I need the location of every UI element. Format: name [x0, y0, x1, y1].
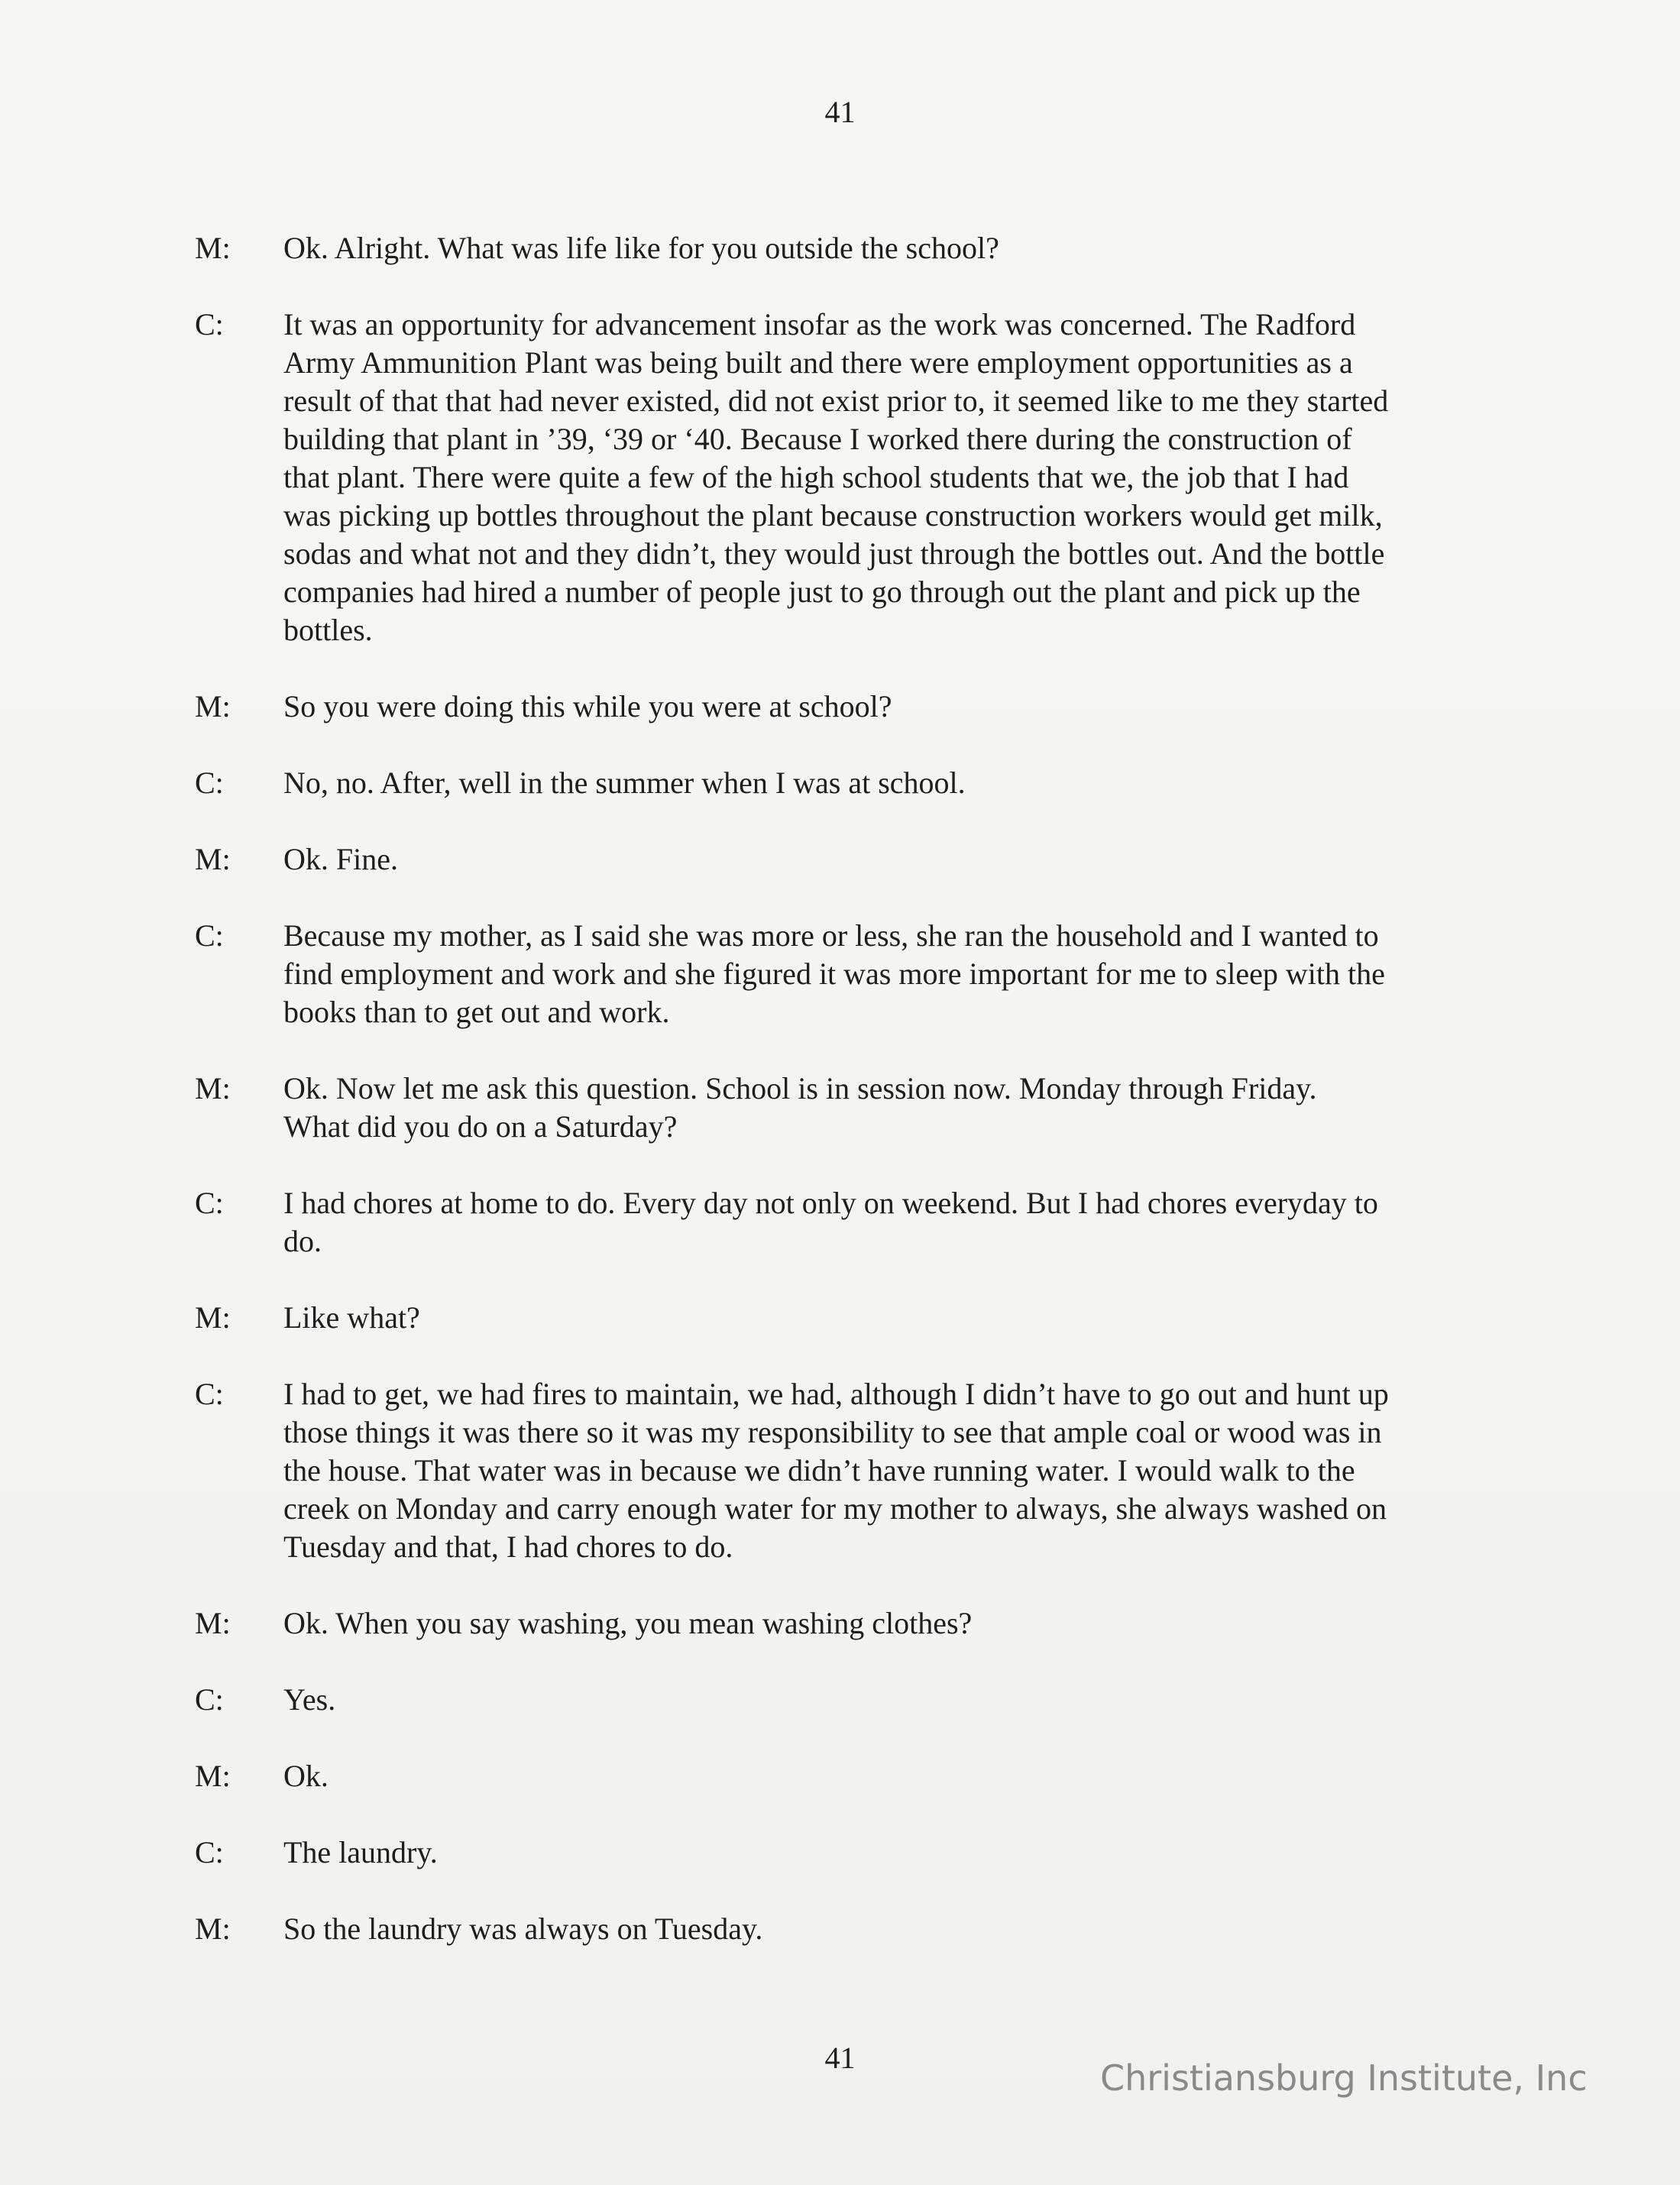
utterance-line: So the laundry was always on Tuesday. — [283, 1911, 763, 1946]
utterance-text — [283, 1681, 1506, 1719]
utterance-line: bottles. — [283, 613, 373, 647]
utterance-line: Ok. — [283, 1759, 329, 1793]
utterance-line: sodas and what not and they didn’t, they would just through the bottles out. And the bottle — [283, 536, 1385, 571]
speaker-label: C: — [195, 918, 224, 953]
utterance-text — [283, 1604, 1506, 1643]
utterance-text — [283, 1757, 1506, 1795]
speaker-label: C: — [195, 307, 224, 342]
utterance-line: The laundry. — [283, 1835, 438, 1869]
utterance-text — [283, 764, 1506, 802]
utterance-text — [283, 840, 1506, 879]
watermark: Christiansburg Institute, Inc — [1100, 2057, 1588, 2099]
utterance-text — [283, 1834, 1506, 1872]
speaker-label: M: — [195, 1300, 231, 1335]
utterance-line: those things it was there so it was my responsibility to see that ample coal or wood was in — [283, 1415, 1382, 1449]
utterance-text — [283, 688, 1506, 726]
utterance-line: companies had hired a number of people just to go through out the plant and pick up the — [283, 575, 1361, 609]
speaker-label: M: — [195, 1606, 231, 1640]
utterance-line: Yes. — [283, 1682, 336, 1717]
speaker-label: M: — [195, 842, 231, 876]
speaker-label: M: — [195, 1911, 231, 1946]
utterance-line: Like what? — [283, 1300, 420, 1335]
utterance-line: It was an opportunity for advancement insofar as the work was concerned. The Radford — [283, 307, 1356, 342]
speaker-label: C: — [195, 1682, 224, 1717]
utterance-line: Army Ammunition Plant was being built and there were employment opportunities as a — [283, 345, 1353, 380]
utterance-line: What did you do on a Saturday? — [283, 1109, 678, 1144]
utterance-text — [283, 1299, 1506, 1337]
utterance-line: Ok. When you say washing, you mean washing clothes? — [283, 1606, 973, 1640]
utterance-line: I had chores at home to do. Every day not only on weekend. But I had chores everyday to — [283, 1186, 1378, 1220]
utterance-line: result of that that had never existed, did not exist prior to, it seemed like to me they started — [283, 384, 1389, 418]
utterance-text — [283, 1910, 1506, 1948]
utterance-line: Ok. Alright. What was life like for you outside the school? — [283, 231, 999, 265]
utterance-line: do. — [283, 1224, 322, 1258]
utterance-line: was picking up bottles throughout the plant because construction workers would get milk, — [283, 498, 1383, 532]
utterance-line: Because my mother, as I said she was more or less, she ran the household and I wanted to — [283, 918, 1379, 953]
utterance-line: find employment and work and she figured it was more important for me to sleep with the — [283, 957, 1385, 991]
speaker-label: C: — [195, 1377, 224, 1411]
utterance-text — [283, 1070, 1506, 1146]
utterance-text — [283, 229, 1506, 267]
speaker-label: C: — [195, 1186, 224, 1220]
utterance-text — [283, 1375, 1506, 1566]
page-number-top: 41 — [824, 95, 856, 129]
speaker-label: C: — [195, 766, 224, 800]
speaker-label: C: — [195, 1835, 224, 1869]
utterance-text — [283, 306, 1506, 649]
speaker-label: M: — [195, 689, 231, 723]
utterance-line: books than to get out and work. — [283, 995, 670, 1029]
speaker-label: M: — [195, 1071, 231, 1105]
speaker-label: M: — [195, 231, 231, 265]
utterance-line: building that plant in ’39, ‘39 or ‘40. Because I worked there during the construction of — [283, 422, 1352, 456]
utterance-line: I had to get, we had fires to maintain, we had, although I didn’t have to go out and hunt up — [283, 1377, 1389, 1411]
utterance-line: that plant. There were quite a few of the high school students that we, the job that I had — [283, 460, 1349, 494]
page-number-bottom: 41 — [824, 2041, 856, 2075]
utterance-line: Ok. Now let me ask this question. School is in session now. Monday through Friday. — [283, 1071, 1317, 1105]
utterance-line: Tuesday and that, I had chores to do. — [283, 1530, 733, 1564]
utterance-text — [283, 1184, 1506, 1261]
utterance-line: No, no. After, well in the summer when I was at school. — [283, 766, 966, 800]
utterance-line: So you were doing this while you were at school? — [283, 689, 892, 723]
utterance-line: Ok. Fine. — [283, 842, 398, 876]
speaker-label: M: — [195, 1759, 231, 1793]
utterance-line: the house. That water was in because we didn’t have running water. I would walk to the — [283, 1453, 1355, 1487]
utterance-text — [283, 917, 1506, 1031]
utterance-line: creek on Monday and carry enough water for my mother to always, she always washed on — [283, 1491, 1387, 1526]
